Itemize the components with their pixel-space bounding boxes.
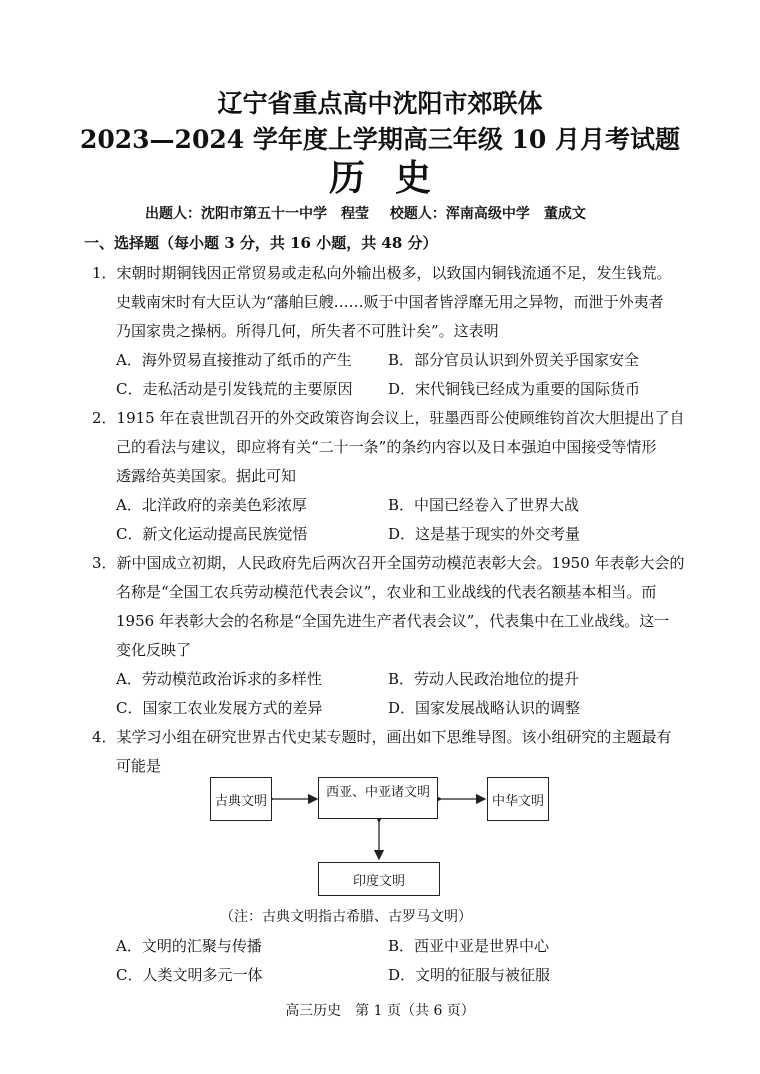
q3-option-a: A．劳动模范政治诉求的多样性 <box>116 670 322 688</box>
q1-line1: 1．宋朝时期铜钱因正常贸易或走私向外输出极多，以致国内铜钱流通不足，发生钱荒。 <box>92 264 672 282</box>
q3-option-b: B．劳动人民政治地位的提升 <box>388 670 580 688</box>
q1-line2: 史载南宋时有大臣认为“藩舶巨艘……贩于中国者皆浮靡无用之异物，而泄于外夷者 <box>116 293 664 311</box>
q2-option-d: D．这是基于现实的外交考量 <box>388 525 581 543</box>
q3-option-d: D．国家发展战略认识的调整 <box>388 699 581 717</box>
q3-line4: 变化反映了 <box>116 641 192 659</box>
setter: 出题人：沈阳市第五十一中学 程莹 <box>145 206 369 222</box>
box-indian-civilization: 印度文明 <box>318 862 440 896</box>
q4-option-d: D．文明的征服与被征服 <box>388 966 551 984</box>
q4-option-b: B．西亚中亚是世界中心 <box>388 937 550 955</box>
q3-line1: 3．新中国成立初期，人民政府先后两次召开全国劳动模范表彰大会。1950 年表彰大会的 <box>92 554 685 572</box>
q3-line3: 1956 年表彰大会的名称是“全国先进生产者代表会议”，代表集中在工业战线。这一 <box>116 612 670 630</box>
page-footer: 高三历史 第 1 页（共 6 页） <box>285 1003 475 1019</box>
section-title: 一、选择题（每小题 3 分，共 16 小题，共 48 分） <box>84 234 438 252</box>
q1-option-a: A．海外贸易直接推动了纸币的产生 <box>116 351 352 369</box>
authors-line <box>145 203 602 223</box>
q1-option-d: D．宋代铜钱已经成为重要的国际货币 <box>388 380 641 398</box>
q1-option-b: B．部分官员认识到外贸关乎国家安全 <box>388 351 640 369</box>
q2-line2: 己的看法与建议，即应将有关“二十一条”的条约内容以及日本强迫中国接受等情形 <box>116 438 657 456</box>
q2-line3: 透露给英美国家。据此可知 <box>116 467 297 485</box>
q4-option-c: C．人类文明多元一体 <box>116 966 263 984</box>
reviewer: 校题人：浑南高级中学 董成文 <box>389 206 586 222</box>
exam-title-line2: 2023—2024 学年度上学期高三年级 10 月月考试题 <box>79 125 681 154</box>
q1-line3: 乃国家贵之操柄。所得几何，所失者不可胜计矣”。这表明 <box>116 322 499 340</box>
q2-line1: 2．1915 年在袁世凯召开的外交政策咨询会议上，驻墨西哥公使顾维钧首次大胆提出了自 <box>92 409 685 427</box>
exam-title-line1: 辽宁省重点高中沈阳市郊联体 <box>217 89 543 118</box>
box-chinese-civilization: 中华文明 <box>487 777 549 821</box>
q4-option-a: A．文明的汇聚与传播 <box>116 937 262 955</box>
q3-option-c: C．国家工农业发展方式的差异 <box>116 699 323 717</box>
q4-line1: 4．某学习小组在研究世界古代史某专题时，画出如下思维导图。该小组研究的主题最有 <box>92 728 672 746</box>
q2-option-a: A．北洋政府的亲美色彩浓厚 <box>116 496 307 514</box>
q2-option-b: B．中国已经卷入了世界大战 <box>388 496 580 514</box>
subject-title: 历史 <box>328 157 461 199</box>
box-west-central-asia: 西亚、中亚诸文明 <box>318 777 438 819</box>
box-classical-civilization: 古典文明 <box>210 777 272 821</box>
q3-line2: 名称是“全国工农兵劳动模范代表会议”，农业和工业战线的代表名额基本相当。而 <box>116 583 657 601</box>
q1-option-c: C．走私活动是引发钱荒的主要原因 <box>116 380 353 398</box>
q4-line2: 可能是 <box>116 757 162 775</box>
q2-option-c: C．新文化运动提高民族觉悟 <box>116 525 308 543</box>
diagram-note: （注：古典文明指古希腊、古罗马文明） <box>220 909 472 925</box>
